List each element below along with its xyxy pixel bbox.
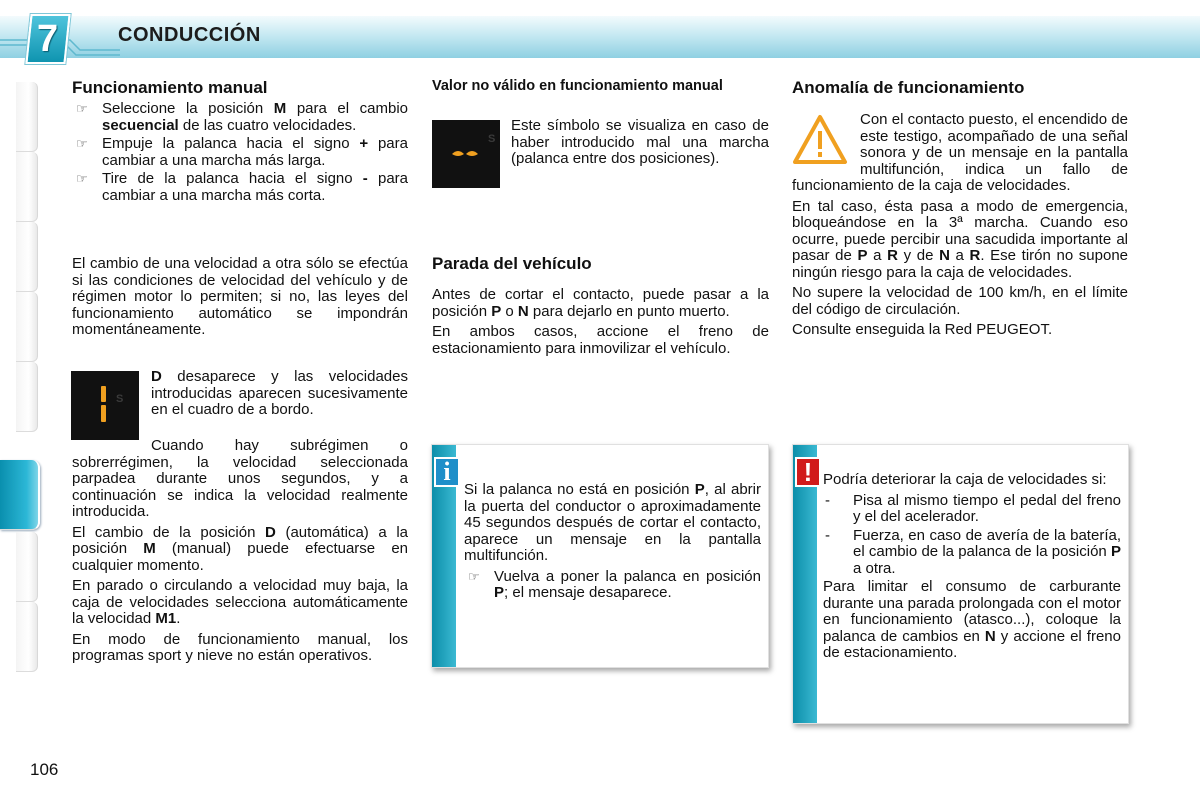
exclamation-icon: ! xyxy=(795,457,821,487)
invalid-value-heading: Valor no válido en funcionamiento manual xyxy=(432,78,723,94)
info-icon: i xyxy=(434,457,460,487)
consult-paragraph: Consulte enseguida la Red PEUGEOT. xyxy=(792,321,1053,338)
chapter-tab[interactable] xyxy=(16,362,38,432)
stop-section xyxy=(432,254,769,361)
bold-term: M xyxy=(143,540,156,557)
pointing-hand-icon: ☞ xyxy=(468,568,480,584)
svg-text:S: S xyxy=(488,133,496,145)
dash-marker: - xyxy=(825,491,830,509)
right-column xyxy=(792,78,1128,343)
warning-intro: Podría deteriorar la caja de velocidades si: xyxy=(823,471,1107,488)
warning-triangle-icon xyxy=(792,114,848,166)
bold-term: - xyxy=(362,170,368,187)
left-lower-block xyxy=(72,438,408,669)
warning-dash-text: Pisa al mismo tiempo el pedal del freno y el del acelerador. xyxy=(853,491,1121,525)
bold-term: P xyxy=(1110,543,1121,560)
invalid-value-text-block xyxy=(511,118,769,172)
stop-heading: Parada del vehículo xyxy=(432,254,592,273)
chapter-tab[interactable] xyxy=(16,602,38,672)
warning-paragraph-block xyxy=(792,112,1128,195)
info-bullet xyxy=(464,569,761,602)
manual-bullet-item xyxy=(72,136,408,169)
bold-term: + xyxy=(359,135,369,152)
bold-term: secuencial xyxy=(102,116,179,134)
chapter-tab[interactable] xyxy=(16,152,38,222)
chapter-tab-active[interactable] xyxy=(0,460,40,530)
bold-term: N xyxy=(939,247,950,264)
bold-term: P xyxy=(494,584,505,601)
invalid-gear-icon xyxy=(432,120,500,188)
left-column xyxy=(72,78,408,206)
gear-display-icon xyxy=(71,371,139,440)
stop-paragraph-2: En ambos casos, accione el freno de estacionamiento para inmovilizar el vehículo. xyxy=(432,323,769,357)
info-note-content xyxy=(464,482,761,604)
svg-text:S: S xyxy=(116,393,124,405)
manual-bullet-item xyxy=(72,171,408,204)
d-disappears-text: D desaparece y las velocidades introducidas aparecen sucesivamente en el cuadro de a bordo. xyxy=(151,368,408,418)
invalid-value-text: Este símbolo se visualiza en caso de haber introducido mal una marcha (palanca entre dos posiciones). xyxy=(511,117,769,167)
manual-bullet-text: Empuje la palanca hacia el signo + para cambiar a una marcha más larga. xyxy=(102,135,408,169)
info-note-box xyxy=(431,444,769,668)
left-para-block xyxy=(72,256,408,343)
chapter-tab[interactable] xyxy=(16,222,38,292)
bold-term: P xyxy=(694,481,705,498)
pointing-hand-icon: ☞ xyxy=(76,136,88,151)
info-bullet-text: Vuelva a poner la palanca en posición P; el mensaje desaparece. xyxy=(494,567,761,601)
emergency-mode-paragraph: En tal caso, ésta pasa a modo de emergencia, bloqueándose en la 3ª marcha. Cuando eso ocurre, puede percibir una sacudida importante al pasar de P a R y de N a R. Ese tirón no supone ningún riesgo para la caja de velocidades. xyxy=(792,197,1129,281)
warning-dash-list xyxy=(823,493,1121,578)
bold-term: M xyxy=(273,100,287,117)
speed-limit-paragraph: No supere la velocidad de 100 km/h, en el límite del código de circulación. xyxy=(792,284,1128,318)
page-number: 106 xyxy=(30,760,59,779)
warning-note-content xyxy=(823,472,1121,666)
bold-term: P xyxy=(857,247,868,264)
middle-column xyxy=(432,78,769,94)
pointing-hand-icon: ☞ xyxy=(76,101,88,116)
chapter-number: 7 xyxy=(37,17,59,60)
manual-bullet-item xyxy=(72,101,408,134)
manual-bullet-text: Tire de la palanca hacia el signo - para cambiar a una marcha más corta. xyxy=(102,170,408,204)
chapter-tab[interactable] xyxy=(16,532,38,602)
dash-marker: - xyxy=(825,526,830,544)
bold-term: R xyxy=(887,247,898,264)
bold-term: D xyxy=(151,368,162,385)
section-heading-manual: Funcionamiento manual xyxy=(72,78,268,97)
bold-term: D xyxy=(265,523,276,541)
chapter-header xyxy=(0,0,1200,62)
info-paragraph: Si la palanca no está en posición P, al abrir la puerta del conductor o aproximadamente 45 segundos después de cortar el contacto, aparece un mensaje en la pantalla multifunción. xyxy=(464,481,762,564)
d-to-m-paragraph: El cambio de la posición D (automática) a la posición M (manual) puede efectuarse en cualquier momento. xyxy=(72,523,408,574)
warning-dash-item xyxy=(823,493,1121,526)
bold-term: N xyxy=(984,627,996,645)
bold-term: N xyxy=(517,302,529,320)
m1-paragraph: En parado o circulando a velocidad muy baja, la caja de velocidades selecciona automáticamente la velocidad M1. xyxy=(72,577,408,627)
gear-display-text xyxy=(151,369,408,423)
bold-term: R xyxy=(969,247,981,264)
sport-snow-paragraph: En modo de funcionamiento manual, los programas sport y nieve no están operativos. xyxy=(72,630,408,664)
gear-change-paragraph: El cambio de una velocidad a otra sólo se efectúa si las condiciones de velocidad del vehículo y de régimen motor lo permiten; si no, las leyes del funcionamiento automático se impondrán momentáneamente. xyxy=(72,255,408,338)
warning-outro: Para limitar el consumo de carburante durante una parada prolongada con el motor en funcionamiento (atasco...), coloque la palanca de cambios en N y accione el freno de estacionamiento. xyxy=(823,578,1121,661)
chapter-badge xyxy=(25,14,70,64)
chapter-title: CONDUCCIÓN xyxy=(118,24,261,46)
pointing-hand-icon: ☞ xyxy=(76,171,88,186)
warning-light-paragraph: Con el contacto puesto, el encendido de este testigo, acompañado de una señal sonora y de un mensaje en la pantalla multifunción, indica un fallo de funcionamiento de la caja de velocidades. xyxy=(792,111,1128,194)
manual-bullet-text: Seleccione la posición M para el cambio secuencial de las cuatro velocidades. xyxy=(102,100,408,134)
manual-bullet-list xyxy=(72,101,408,204)
stop-paragraph-1: Antes de cortar el contacto, puede pasar a la posición P o N para dejarlo en punto muerto. xyxy=(432,286,769,320)
subregimen-paragraph: Cuando hay subrégimen o sobrerrégimen, la velocidad seleccionada parpadea durante unos segundos, y a continuación se indica la velocidad realmente introducida. xyxy=(72,437,408,520)
chapter-tab[interactable] xyxy=(16,292,38,362)
bold-term: M1 xyxy=(155,610,177,627)
warning-dash-item xyxy=(823,528,1121,578)
chapter-tab[interactable] xyxy=(16,82,38,152)
anomaly-heading: Anomalía de funcionamiento xyxy=(792,78,1025,97)
bold-term: P xyxy=(491,302,502,320)
warning-note-box xyxy=(792,444,1129,724)
chapter-tabs xyxy=(0,82,44,722)
warning-dash-text: Fuerza, en caso de avería de la batería, el cambio de la palanca de la posición P a otra. xyxy=(853,526,1121,577)
